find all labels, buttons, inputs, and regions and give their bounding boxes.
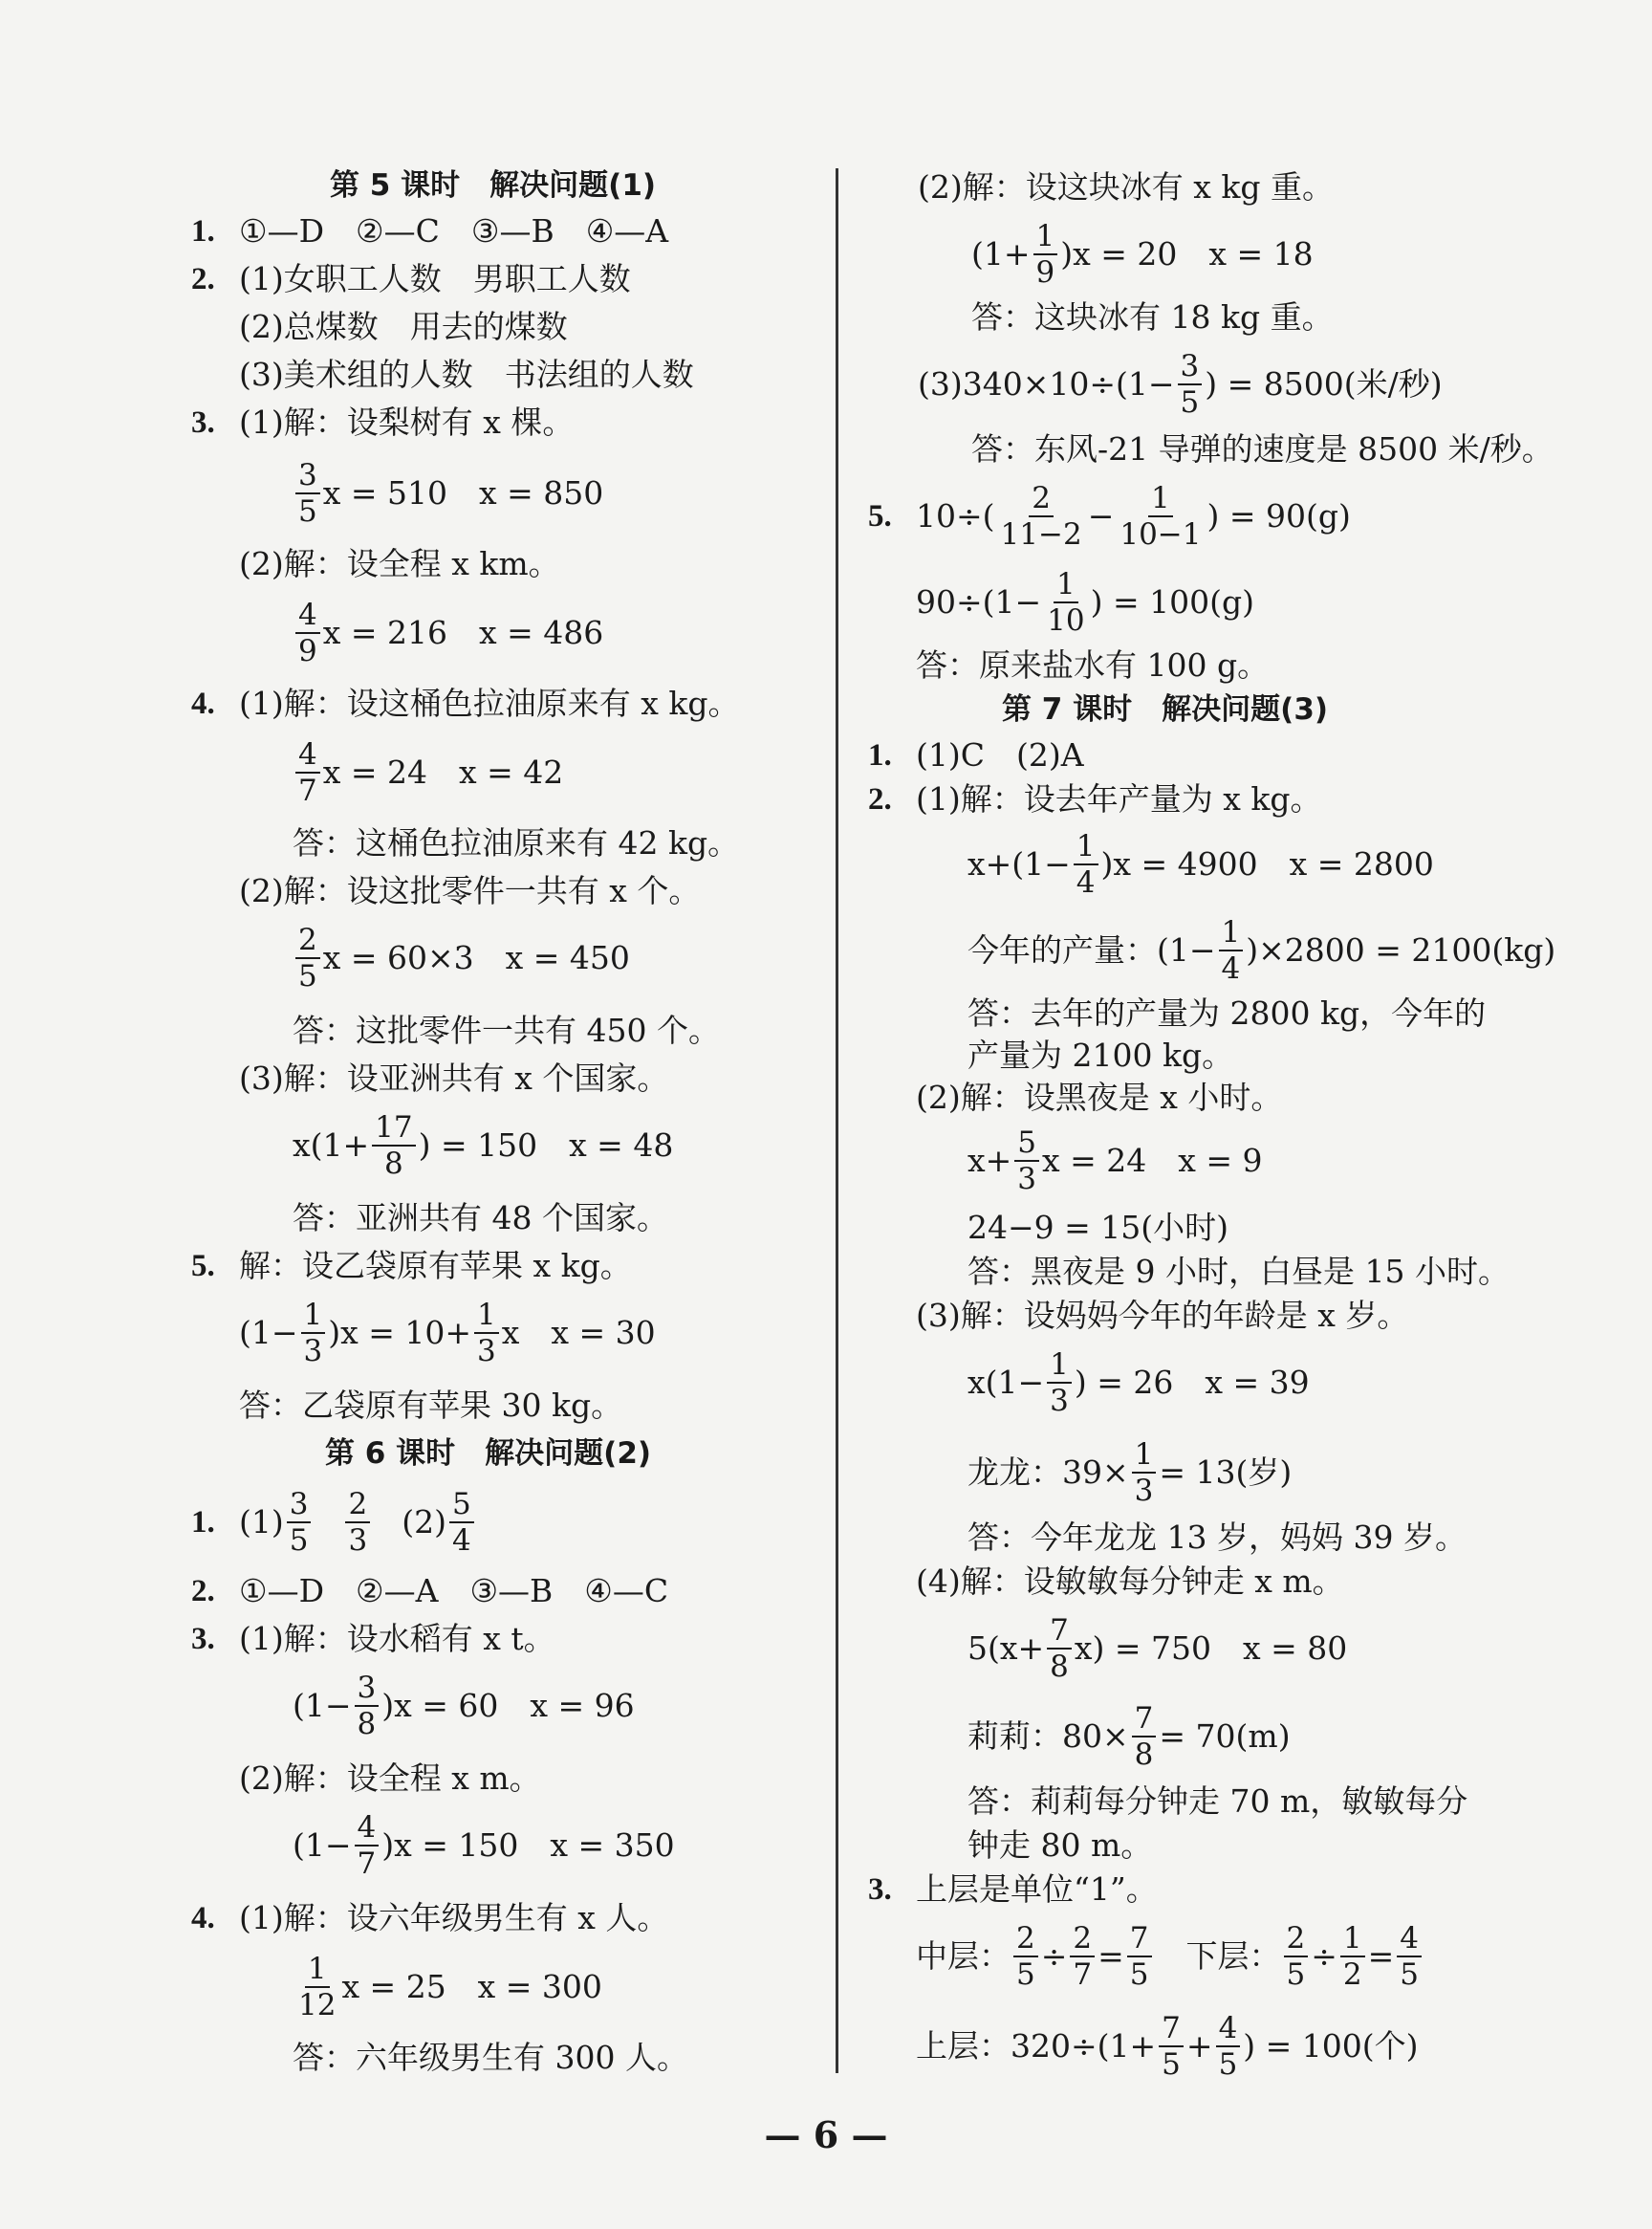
q-number: 2. — [191, 262, 215, 296]
l7-q2b: (2)解：设黑夜是 x 小时。 — [916, 1079, 1283, 1116]
l7-q2d-lili: 莉莉：80× $\frac{7}{8}$ = 70(m) — [967, 1701, 1291, 1772]
page-number: — 6 — — [764, 2113, 888, 2156]
l7-q2d-answer-2: 钟走 80 m。 — [967, 1826, 1153, 1864]
answer-text: 上层是单位“1”。 — [916, 1870, 1158, 1908]
l5-q4b: (2)解：设这批零件一共有 x 个。 — [239, 872, 701, 909]
q-number: 4. — [191, 687, 215, 721]
l6-q4a-answer: 答：六年级男生有 300 人。 — [293, 2039, 688, 2076]
fraction: $\frac{7}{5}$ — [1127, 1921, 1152, 1992]
q-number: 1. — [191, 1505, 215, 1540]
l7-q3-top: 上层：320÷(1+ $\frac{7}{5}$ + $\frac{4}{5}$ ) = 100(个) — [916, 2011, 1419, 2082]
r-q5-equation: 5. 10÷( $\frac{2}{11-2}$ − $\frac{1}{10-1}$ ) = 90(g) — [868, 481, 1351, 552]
l7-q2c-answer: 答：今年龙龙 13 岁，妈妈 39 岁。 — [967, 1519, 1467, 1556]
l7-q2d-answer-1: 答：莉莉每分钟走 70 m，敏敏每分 — [967, 1782, 1468, 1820]
answer-text: (1)C (2)A — [916, 736, 1084, 774]
l6-q3a — [191, 1620, 555, 1658]
l6-q3a-equation: (1− $\frac{3}{8}$ )x = 60 x = 96 — [293, 1671, 635, 1741]
fraction: $\frac{3}{8}$ — [355, 1671, 380, 1741]
fraction: $\frac{1}{4}$ — [1074, 829, 1098, 900]
q-number: 5. — [868, 499, 892, 534]
q-number: 2. — [868, 782, 892, 817]
fraction: $\frac{2}{3}$ — [345, 1487, 370, 1558]
answer-text: ①—D ②—C ③—B ④—A — [239, 212, 669, 250]
l5-q1 — [191, 212, 668, 251]
fraction: $\frac{1}{3}$ — [1132, 1437, 1157, 1508]
fraction: $\frac{3}{5}$ — [295, 458, 320, 529]
r-q4b-equation: (1+ $\frac{1}{9}$ )x = 20 x = 18 — [971, 219, 1314, 290]
l5-q3b: (2)解：设全程 x km。 — [239, 545, 560, 582]
lesson-7-heading: 第 7 课时 解决问题(3) — [1002, 692, 1329, 727]
l7-q3 — [868, 1870, 1158, 1909]
fraction: $\frac{2}{5}$ — [1013, 1921, 1038, 1992]
l5-q2b: (2)总煤数 用去的煤数 — [239, 308, 568, 345]
fraction: $\frac{1}{2}$ — [1340, 1921, 1365, 1992]
fraction: $\frac{1}{12}$ — [298, 1952, 337, 2022]
fraction: $\frac{1}{10-1}$ — [1119, 481, 1202, 552]
answer-text: (1)女职工人数 男职工人数 — [239, 260, 631, 297]
fraction: $\frac{17}{8}$ — [372, 1110, 415, 1181]
l5-q4c-equation: x(1+ $\frac{17}{8}$ ) = 150 x = 48 — [293, 1110, 674, 1181]
l7-q1 — [868, 736, 1084, 775]
q-number: 5. — [191, 1249, 215, 1283]
fraction: $\frac{7}{8}$ — [1132, 1701, 1157, 1772]
fraction: $\frac{7}{5}$ — [1159, 2011, 1184, 2082]
l6-q1: 1. (1) $\frac{3}{5}$ $\frac{2}{3}$ (2) $\frac{5}{4}$ — [191, 1484, 477, 1561]
l7-q2c-equation: x(1− $\frac{1}{3}$ ) = 26 x = 39 — [967, 1347, 1310, 1418]
l5-q4a — [191, 685, 739, 723]
fraction: $\frac{4}{9}$ — [295, 598, 320, 668]
r-q4c-equation: (3)340×10÷(1− $\frac{3}{5}$ ) = 8500(米/秒) — [918, 349, 1443, 420]
fraction: $\frac{2}{7}$ — [1070, 1921, 1095, 1992]
fraction: $\frac{3}{5}$ — [1178, 349, 1203, 420]
l7-q2d-equation: 5(x+ $\frac{7}{8}$ x) = 750 x = 80 — [967, 1613, 1348, 1684]
column-divider — [836, 168, 838, 2073]
l7-q2c: (3)解：设妈妈今年的年龄是 x 岁。 — [916, 1297, 1409, 1334]
l5-q2c: (3)美术组的人数 书法组的人数 — [239, 356, 694, 393]
l5-q2a — [191, 260, 631, 298]
l5-q3b-equation: $\frac{4}{9}$ x = 216 x = 486 — [293, 595, 603, 671]
q-number: 2. — [191, 1574, 215, 1608]
l6-q3b: (2)解：设全程 x m。 — [239, 1759, 541, 1797]
l7-q2b-equation: x+ $\frac{5}{3}$ x = 24 x = 9 — [967, 1125, 1263, 1196]
l5-q5 — [191, 1247, 632, 1285]
lesson-6-heading: 第 6 课时 解决问题(2) — [325, 1436, 652, 1471]
l7-q3-layers: 中层： $\frac{2}{5}$ ÷ $\frac{2}{7}$ = $\frac{7}{5}$ 下层： $\frac{2}{5}$ ÷ $\frac{1}{2}$ = $\frac{4}{5}$ — [916, 1918, 1424, 1995]
q-number: 3. — [868, 1872, 892, 1907]
q-number: 3. — [191, 1622, 215, 1656]
answer-text: (1)解：设这桶色拉油原来有 x kg。 — [239, 685, 740, 722]
fraction: $\frac{1}{3}$ — [474, 1298, 499, 1368]
l7-q2a-answer-2: 产量为 2100 kg。 — [967, 1037, 1234, 1074]
answer-text: (1)解：设水稻有 x t。 — [239, 1620, 555, 1657]
l5-q4a-answer: 答：这桶色拉油原来有 42 kg。 — [293, 824, 740, 862]
l5-q4c: (3)解：设亚洲共有 x 个国家。 — [239, 1060, 669, 1097]
answer-text: (1)解：设六年级男生有 x 人。 — [239, 1899, 669, 1936]
l6-q2 — [191, 1572, 668, 1610]
answer-text: (1)解：设梨树有 x 棵。 — [239, 404, 575, 441]
l5-q3a — [191, 404, 574, 442]
l7-q2a — [868, 780, 1321, 819]
fraction: $\frac{4}{7}$ — [295, 737, 320, 808]
fraction: $\frac{1}{3}$ — [301, 1298, 326, 1368]
l6-q3b-equation: (1− $\frac{4}{7}$ )x = 150 x = 350 — [293, 1810, 675, 1881]
l7-q2b-answer: 答：黑夜是 9 小时，白昼是 15 小时。 — [967, 1253, 1510, 1290]
l7-q2a-answer-1: 答：去年的产量为 2800 kg，今年的 — [967, 994, 1487, 1032]
fraction: $\frac{3}{5}$ — [287, 1487, 312, 1558]
q-number: 1. — [191, 214, 215, 249]
r-q5-answer: 答：原来盐水有 100 g。 — [916, 646, 1270, 684]
fraction: $\frac{1}{4}$ — [1219, 915, 1244, 986]
fraction: $\frac{4}{5}$ — [1397, 1921, 1422, 1992]
l5-q4c-answer: 答：亚洲共有 48 个国家。 — [293, 1199, 668, 1236]
l6-q4a-equation: $\frac{1}{12}$ x = 25 x = 300 — [293, 1949, 602, 2025]
fraction: $\frac{4}{7}$ — [355, 1810, 380, 1881]
l7-q2c-longlong: 龙龙：39× $\frac{1}{3}$ = 13(岁) — [967, 1437, 1293, 1508]
l5-q5-equation: (1− $\frac{1}{3}$ )x = 10+ $\frac{1}{3}$ x x = 30 — [239, 1298, 656, 1368]
fraction: $\frac{2}{5}$ — [1284, 1921, 1309, 1992]
q-number: 4. — [191, 1901, 215, 1935]
r-q4c-answer: 答：东风-21 导弹的速度是 8500 米/秒。 — [971, 430, 1554, 468]
l7-q2d: (4)解：设敏敏每分钟走 x m。 — [916, 1562, 1344, 1600]
fraction: $\frac{5}{3}$ — [1014, 1125, 1039, 1196]
l5-q5-answer: 答：乙袋原有苹果 30 kg。 — [239, 1387, 623, 1424]
fraction: $\frac{4}{5}$ — [1216, 2011, 1241, 2082]
q-number: 1. — [868, 738, 892, 773]
fraction: $\frac{1}{9}$ — [1033, 219, 1058, 290]
r-q4b: (2)解：设这块冰有 x kg 重。 — [918, 168, 1334, 206]
fraction: $\frac{1}{3}$ — [1047, 1347, 1072, 1418]
q-number: 3. — [191, 405, 215, 440]
answer-text: 解：设乙袋原有苹果 x kg。 — [239, 1247, 632, 1284]
lesson-5-heading: 第 5 课时 解决问题(1) — [330, 168, 657, 203]
r-q5b-equation: 90÷(1− $\frac{1}{10}$ ) = 100(g) — [916, 567, 1254, 638]
l5-q4a-equation: $\frac{4}{7}$ x = 24 x = 42 — [293, 734, 563, 811]
l6-q4a — [191, 1899, 668, 1937]
l7-q2a-equation: x+(1− $\frac{1}{4}$ )x = 4900 x = 2800 — [967, 829, 1434, 900]
l7-q2b-calc: 24−9 = 15(小时) — [967, 1209, 1229, 1246]
fraction: $\frac{5}{4}$ — [449, 1487, 474, 1558]
l5-q4b-answer: 答：这批零件一共有 450 个。 — [293, 1012, 720, 1049]
r-q4b-answer: 答：这块冰有 18 kg 重。 — [971, 298, 1334, 336]
l5-q4b-equation: $\frac{2}{5}$ x = 60×3 x = 450 — [293, 920, 630, 996]
answer-text: ①—D ②—A ③—B ④—C — [239, 1572, 669, 1609]
l5-q3a-equation: $\frac{3}{5}$ x = 510 x = 850 — [293, 455, 603, 532]
fraction: $\frac{1}{10}$ — [1047, 567, 1085, 638]
fraction: $\frac{7}{8}$ — [1047, 1613, 1072, 1684]
answer-text: (1)解：设去年产量为 x kg。 — [916, 780, 1322, 818]
fraction: $\frac{2}{5}$ — [295, 923, 320, 994]
l7-q2a-production: 今年的产量：(1− $\frac{1}{4}$ )×2800 = 2100(kg) — [967, 915, 1556, 986]
fraction: $\frac{2}{11-2}$ — [1000, 481, 1082, 552]
